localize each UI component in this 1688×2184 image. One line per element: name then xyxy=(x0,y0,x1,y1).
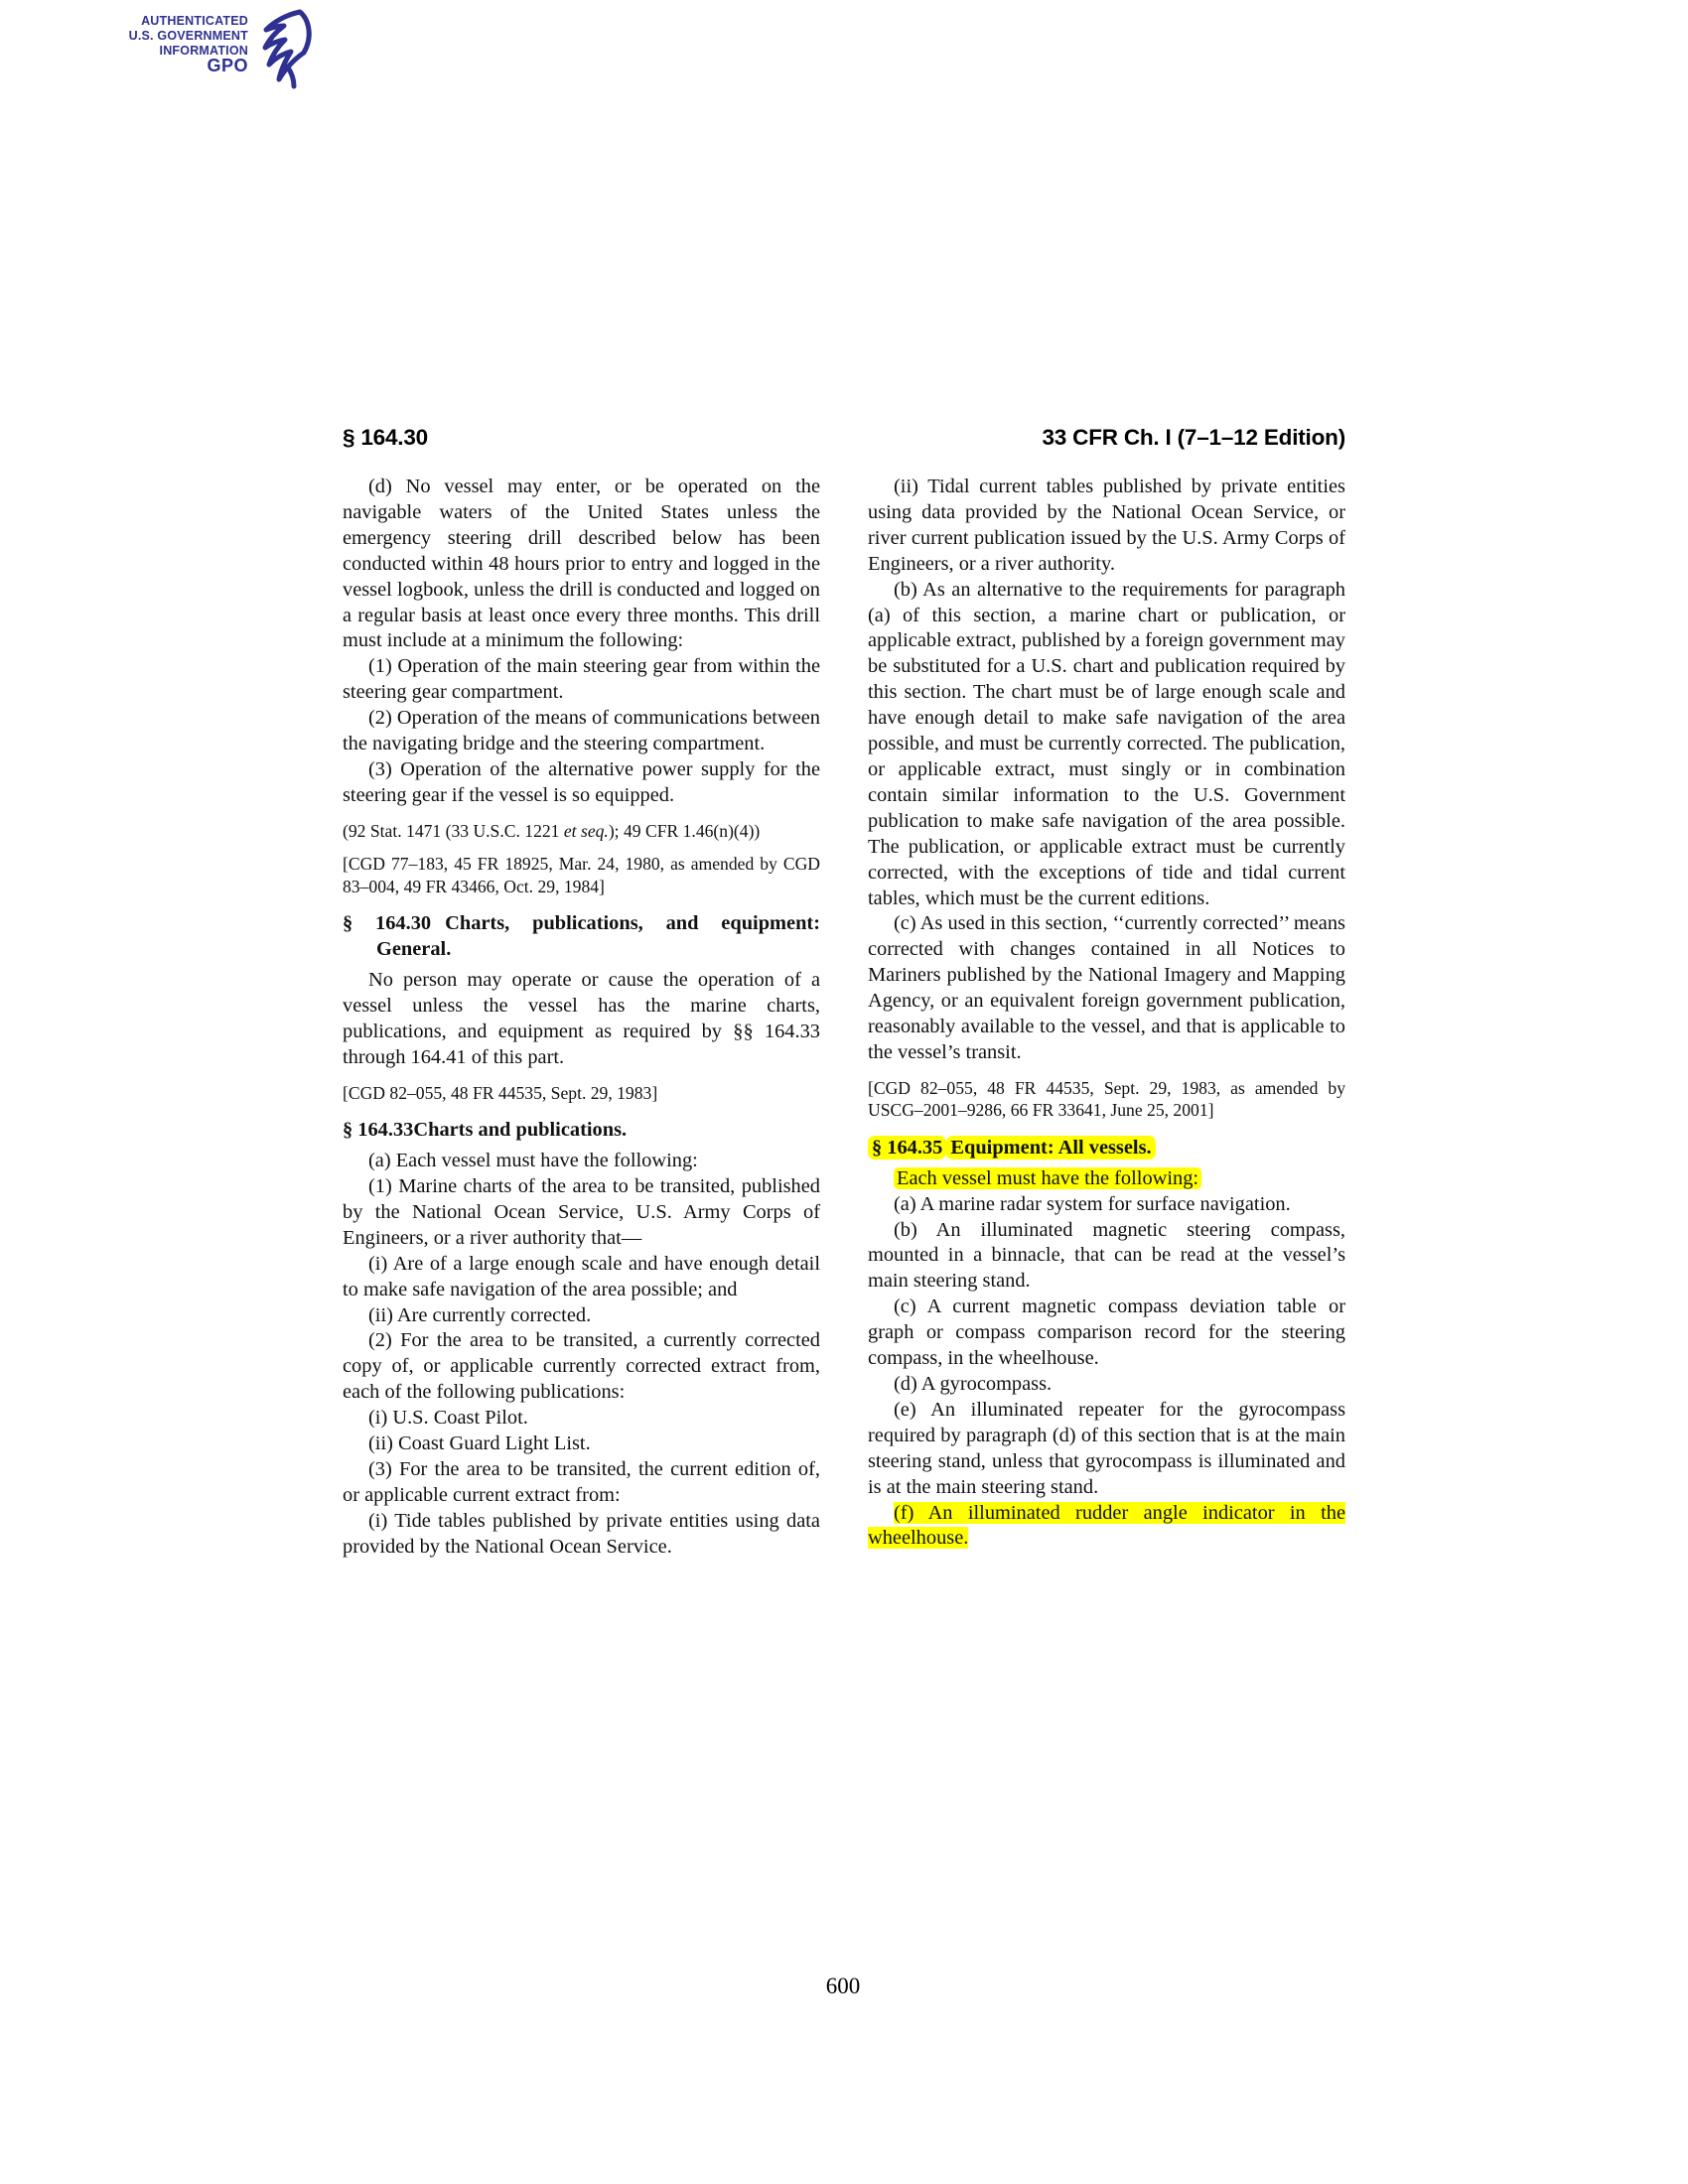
paragraph-164-33-a-3-ii: (ii) Tidal current tables published by private entities using data provided by the National Ocean Service, or river current publication issued by the U.S. Army Corps of Engineers, or a river authority. xyxy=(868,476,1345,575)
paragraph-164-30-d-3: (3) Operation of the alternative power supply for the steering gear if the vessel is so equipped. xyxy=(343,757,820,806)
paragraph-164-33-b: (b) As an alternative to the requirements for paragraph (a) of this section, a marine chart or publication, or applicable extract, published by a foreign government may be substituted for a U.S. chart and publication required by this section. The chart must be of large enough scale and have enough detail to make safe navigation of the area possible, and must be currently corrected. The publication, or applicable extract, must singly or in combination contain similar information to the U.S. Government publication to make safe navigation of the area possible. The publication, or applicable extract must be currently corrected, with the exceptions of tide and tidal current tables, which must be the current editions. xyxy=(868,578,1345,909)
section-heading-164-35-number: § 164.35 xyxy=(868,1136,946,1160)
seal-gpo-mark: GPO xyxy=(207,56,248,75)
section-heading-164-35 xyxy=(868,1136,1345,1161)
left-column xyxy=(343,475,820,1954)
paragraph-164-33-a-1-i: (i) Are of a large enough scale and have enough detail to make safe navigation of the area possible; and xyxy=(343,1252,820,1300)
seal-text-block xyxy=(97,14,248,58)
seal-line-3: INFORMATION xyxy=(159,43,248,58)
statutory-authority-note xyxy=(343,820,820,843)
statutory-note-prefix: (92 Stat. 1471 (33 U.S.C. 1221 xyxy=(343,820,564,841)
paragraph-164-33-a-1-ii: (ii) Are currently corrected. xyxy=(368,1303,592,1326)
statutory-note-italic: et seq. xyxy=(563,820,609,841)
source-note-cgd-82-055-a: [CGD 82–055, 48 FR 44535, Sept. 29, 1983] xyxy=(343,1082,658,1103)
paragraph-164-33-a: (a) Each vessel must have the following: xyxy=(368,1150,698,1172)
paragraph-164-35-d: (d) A gyrocompass. xyxy=(894,1373,1053,1395)
section-heading-164-35-title: Equipment: All vessels. xyxy=(946,1136,1155,1160)
section-heading-164-30 xyxy=(343,911,820,963)
body-columns xyxy=(343,475,1345,1954)
section-heading-164-30-title: Charts, publications, and equipment: General. xyxy=(376,912,820,961)
gpo-authenticated-seal xyxy=(97,8,316,87)
paragraph-164-33-a-1: (1) Marine charts of the area to be transited, published by the National Ocean Service, U.S. Army Corps of Engineers, or a river authority that— xyxy=(343,1175,820,1249)
section-heading-164-33 xyxy=(343,1118,820,1144)
section-heading-164-33-title: Charts and publications. xyxy=(413,1119,628,1142)
paragraph-164-33-a-3-i: (i) Tide tables published by private entities using data provided by the National Ocean Service. xyxy=(343,1509,820,1558)
right-column xyxy=(868,475,1345,1954)
gpo-eagle-icon xyxy=(238,8,316,94)
paragraph-164-35-b: (b) An illuminated magnetic steering compass, mounted in a binnacle, that can be read at the vessel’s main steering stand. xyxy=(868,1218,1345,1293)
seal-line-2: U.S. GOVERNMENT xyxy=(128,28,248,43)
section-heading-164-30-number: § 164.30 xyxy=(343,912,432,935)
paragraph-164-33-a-2-ii: (ii) Coast Guard Light List. xyxy=(368,1433,591,1455)
paragraph-164-33-c: (c) As used in this section, ‘‘currently corrected’’ means corrected with changes contained in all Notices to Mariners published by the National Imagery and Mapping Agency, or an equivalent foreign government publication, reasonably available to the vessel, and that is applicable to the vessel’s transit. xyxy=(868,912,1345,1063)
source-note-cgd-77-183: [CGD 77–183, 45 FR 18925, Mar. 24, 1980, as amended by CGD 83–004, 49 FR 43466, Oct. 29, 1984] xyxy=(343,854,820,896)
paragraph-164-35-lead xyxy=(868,1166,1345,1192)
paragraph-164-33-a-3: (3) For the area to be transited, the current edition of, or applicable current extract from: xyxy=(343,1458,820,1506)
paragraph-164-30-d-2: (2) Operation of the means of communications between the navigating bridge and the steering compartment. xyxy=(343,707,820,755)
running-head xyxy=(343,425,1345,451)
statutory-note-suffix: ); 49 CFR 1.46(n)(4)) xyxy=(608,820,761,841)
paragraph-164-35-c: (c) A current magnetic compass deviation table or graph or compass comparison record for the steering compass, in the wheelhouse. xyxy=(868,1296,1345,1370)
running-head-edition: 33 CFR Ch. I (7–1–12 Edition) xyxy=(1042,425,1345,450)
paragraph-164-33-a-2-i: (i) U.S. Coast Pilot. xyxy=(368,1407,528,1430)
paragraph-164-35-f-text: (f) An illuminated rudder angle indicator in the wheelhouse. xyxy=(868,1501,1345,1550)
paragraph-164-33-a-2: (2) For the area to be transited, a currently corrected copy of, or applicable currently corrected extract from, each of the following publications: xyxy=(343,1329,820,1404)
page-number xyxy=(0,1974,1688,1999)
seal-line-1: AUTHENTICATED xyxy=(141,14,248,28)
paragraph-164-35-e: (e) An illuminated repeater for the gyrocompass required by paragraph (d) of this section that is at the main steering stand, unless that gyrocompass is illuminated and is at the main steering stand. xyxy=(868,1398,1345,1498)
paragraph-164-30-d-1: (1) Operation of the main steering gear from within the steering gear compartment. xyxy=(343,655,820,704)
section-heading-164-33-number: § 164.33 xyxy=(343,1119,414,1142)
running-head-section: § 164.30 xyxy=(343,425,428,450)
paragraph-164-30-body: No person may operate or cause the operation of a vessel unless the vessel has the marine charts, publications, and equipment as required by §§ 164.33 through 164.41 of this part. xyxy=(343,969,820,1068)
paragraph-164-30-d: (d) No vessel may enter, or be operated on the navigable waters of the United States unless the emergency steering drill described below has been conducted within 48 hours prior to entry and logged in the vessel logbook, unless the drill is conducted and logged on a regular basis at least once every three months. This drill must include at a minimum the following: xyxy=(343,476,820,652)
page-number-value: 600 xyxy=(825,1974,861,1998)
paragraph-164-35-f xyxy=(868,1501,1345,1553)
paragraph-164-35-a: (a) A marine radar system for surface navigation. xyxy=(894,1192,1291,1215)
source-note-cgd-82-055-b: [CGD 82–055, 48 FR 44535, Sept. 29, 1983, as amended by USCG–2001–9286, 66 FR 33641, June 25, 2001] xyxy=(868,1077,1345,1121)
paragraph-164-35-lead-text: Each vessel must have the following: xyxy=(894,1167,1201,1189)
